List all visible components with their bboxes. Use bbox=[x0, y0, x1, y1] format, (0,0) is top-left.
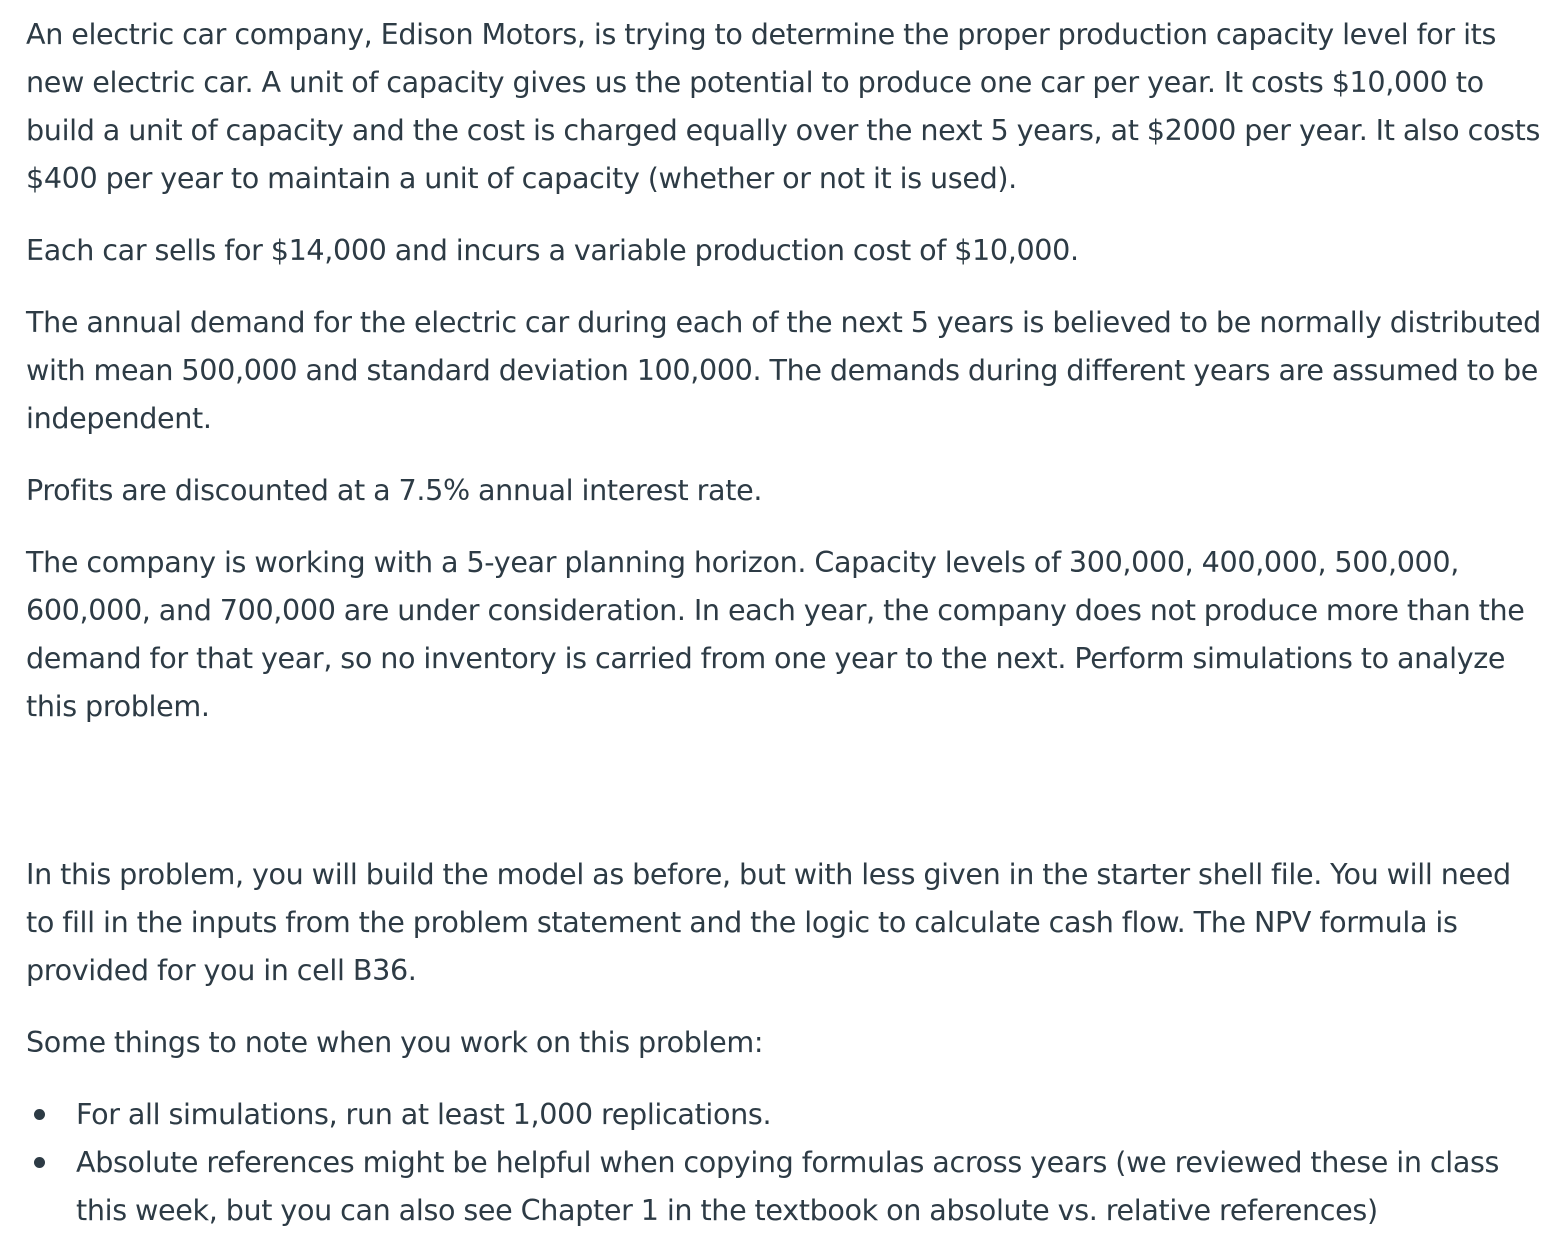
instructions-paragraph: In this problem, you will build the model as before, but with less given in the starter shell file. You will need to fill in the inputs from the problem statement and the logic to calculate cash flow. The NPV formula is provided for you in cell B36. bbox=[26, 857, 1511, 987]
pricing-paragraph: Each car sells for $14,000 and incurs a variable production cost of $10,000. bbox=[26, 233, 1079, 267]
notes-list bbox=[26, 1090, 1546, 1234]
list-item-text: For all simulations, run at least 1,000 replications. bbox=[76, 1097, 772, 1131]
bullet-icon bbox=[34, 1157, 45, 1168]
discount-paragraph: Profits are discounted at a 7.5% annual interest rate. bbox=[26, 473, 763, 507]
intro-paragraph: An electric car company, Edison Motors, is trying to determine the proper production capacity level for its new electric car. A unit of capacity gives us the potential to produce one car per year. It costs $10,000 to build a unit of capacity and the cost is charged equally over the next 5 years, at $2000 per year. It also costs $400 per year to maintain a unit of capacity (whether or not it is used). bbox=[26, 17, 1541, 195]
demand-paragraph: The annual demand for the electric car during each of the next 5 years is believed to be normally distributed with mean 500,000 and standard deviation 100,000. The demands during different years are assumed to be independent. bbox=[26, 305, 1541, 435]
notes-heading: Some things to note when you work on this problem: bbox=[26, 1025, 764, 1059]
planning-paragraph: The company is working with a 5-year planning horizon. Capacity levels of 300,000, 400,000, 500,000, 600,000, and 700,000 are under consideration. In each year, the company does not produce more than the demand for that year, so no inventory is carried from one year to the next. Perform simulations to analyze this problem. bbox=[26, 545, 1525, 723]
list-item bbox=[76, 1090, 1546, 1138]
list-item bbox=[76, 1138, 1546, 1234]
bullet-icon bbox=[34, 1109, 45, 1120]
list-item-text: Absolute references might be helpful when copying formulas across years (we reviewed these in class this week, but you can also see Chapter 1 in the textbook on absolute vs. relative references) bbox=[76, 1145, 1500, 1227]
